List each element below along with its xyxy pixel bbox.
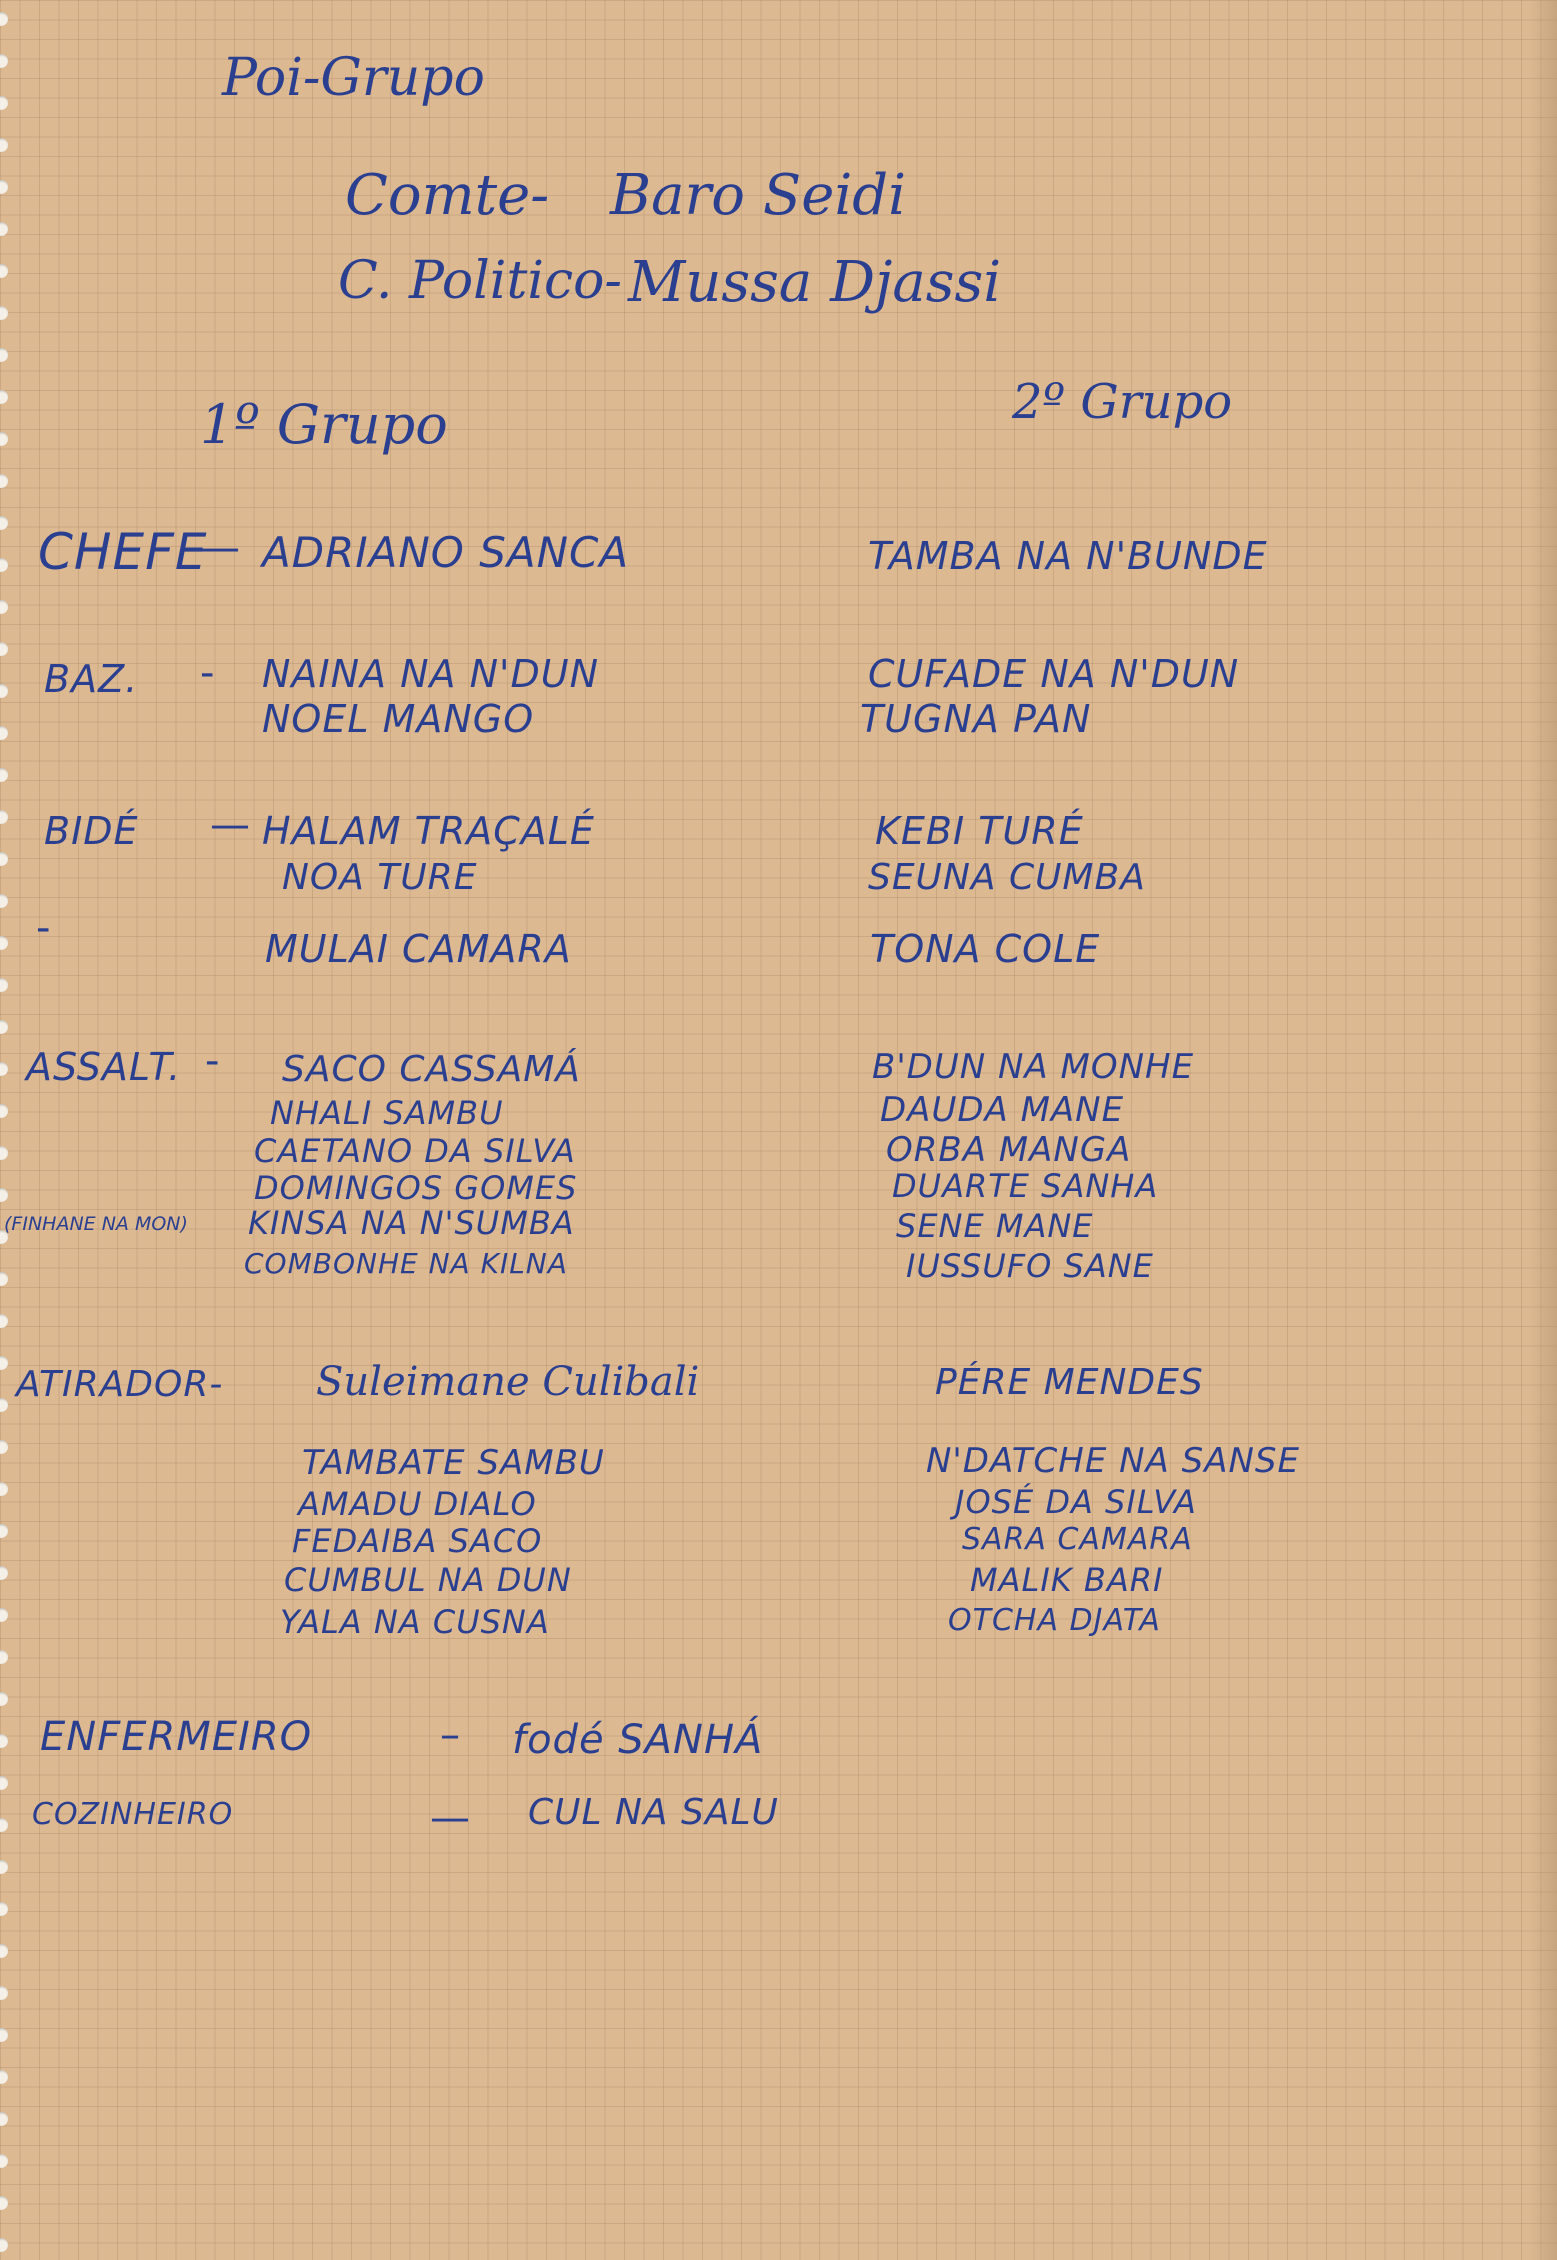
assalt-second-2: DAUDA MANE — [880, 1090, 1125, 1130]
bide-first-2: NOA TURE — [282, 857, 478, 898]
spiral-hole — [0, 1524, 8, 1538]
atirador-second-3: SARA CAMARA — [962, 1522, 1193, 1557]
baz-second-2: TUGNA PAN — [860, 697, 1092, 741]
bide-second-2: SEUNA CUMBA — [868, 857, 1146, 898]
atirador-second-5: OTCHA DJATA — [948, 1603, 1161, 1638]
bide-second-1: KEBI TURÉ — [875, 809, 1084, 853]
political-label: C. Politico- — [338, 251, 622, 311]
spiral-hole — [0, 642, 8, 656]
atirador-label: ATIRADOR- — [16, 1364, 224, 1405]
page-edge — [1529, 0, 1557, 2260]
baz-first-2: NOEL MANGO — [262, 697, 535, 741]
spiral-hole — [0, 978, 8, 992]
spiral-hole — [0, 1062, 8, 1076]
dash: — — [210, 802, 250, 848]
dash: - — [205, 1038, 220, 1084]
spiral-hole — [0, 726, 8, 740]
dash: - — [36, 905, 51, 951]
assalt-second-6: IUSSUFO SANE — [906, 1247, 1154, 1285]
dash: — — [200, 525, 240, 571]
dash: — — [430, 1795, 470, 1841]
spiral-hole — [0, 684, 8, 698]
spiral-hole — [0, 1566, 8, 1580]
spiral-hole — [0, 1860, 8, 1874]
spiral-hole — [0, 516, 8, 530]
spiral-hole — [0, 306, 8, 320]
spiral-hole — [0, 474, 8, 488]
page-title: Poi-Grupo — [222, 48, 485, 108]
commander-name: Baro Seidi — [610, 163, 906, 228]
spiral-hole — [0, 12, 8, 26]
cozinheiro-name: CUL NA SALU — [528, 1792, 779, 1833]
political-name: Mussa Djassi — [628, 250, 1002, 315]
spiral-hole — [0, 1986, 8, 2000]
chefe-label: CHEFE — [38, 523, 208, 581]
assalt-second-5: SENE MANE — [896, 1207, 1094, 1245]
spiral-hole — [0, 1146, 8, 1160]
spiral-hole — [0, 894, 8, 908]
dash: - — [200, 650, 215, 696]
assalt-first-5: KINSA NA N'SUMBA — [248, 1204, 575, 1242]
atirador-first-lead: Suleimane Culibali — [316, 1359, 700, 1405]
spiral-hole — [0, 54, 8, 68]
commander-label: Comte- — [345, 163, 550, 228]
spiral-hole — [0, 1692, 8, 1706]
atirador-second-2: JOSÉ DA SILVA — [955, 1483, 1197, 1521]
spiral-hole — [0, 1398, 8, 1412]
enfermeiro-name: fodé SANHÁ — [512, 1717, 764, 1763]
dash: – — [440, 1712, 460, 1758]
spiral-hole — [0, 138, 8, 152]
spiral-hole — [0, 1902, 8, 1916]
spiral-hole — [0, 2238, 8, 2252]
spiral-hole — [0, 558, 8, 572]
bide-first-1: HALAM TRAÇALÉ — [262, 809, 595, 853]
spiral-hole — [0, 1482, 8, 1496]
group-1-heading: 1º Grupo — [200, 393, 448, 456]
spiral-hole — [0, 1020, 8, 1034]
spiral-hole — [0, 768, 8, 782]
baz-second-1: CUFADE NA N'DUN — [868, 652, 1240, 696]
spiral-hole — [0, 1104, 8, 1118]
spiral-hole — [0, 2028, 8, 2042]
atirador-first-5: YALA NA CUSNA — [280, 1603, 550, 1641]
assalt-second-1: B'DUN NA MONHE — [872, 1047, 1195, 1087]
atirador-first-4: CUMBUL NA DUN — [284, 1561, 572, 1599]
bide-label: BIDÉ — [44, 809, 139, 853]
spiral-hole — [0, 348, 8, 362]
baz-first-1: NAINA NA N'DUN — [262, 652, 599, 696]
spiral-hole — [0, 600, 8, 614]
assalt-first-3: CAETANO DA SILVA — [254, 1132, 576, 1170]
spiral-hole — [0, 432, 8, 446]
spiral-hole — [0, 1188, 8, 1202]
atirador-second-lead: PÉRE MENDES — [935, 1362, 1204, 1403]
spiral-hole — [0, 1272, 8, 1286]
group-2-heading: 2º Grupo — [1012, 374, 1233, 430]
spiral-hole — [0, 936, 8, 950]
atirador-first-2: AMADU DIALO — [298, 1485, 537, 1523]
assalt-first-6: COMBONHE NA KILNA — [244, 1247, 568, 1280]
chefe-first: ADRIANO SANCA — [262, 528, 630, 577]
spiral-hole — [0, 180, 8, 194]
spiral-hole — [0, 1650, 8, 1664]
assalt-second-3: ORBA MANGA — [886, 1130, 1132, 1170]
spiral-holes — [0, 0, 16, 2260]
bide-first-3: MULAI CAMARA — [265, 927, 572, 971]
baz-label: BAZ. — [44, 657, 139, 701]
atirador-second-1: N'DATCHE NA SANSE — [926, 1441, 1300, 1481]
spiral-hole — [0, 2154, 8, 2168]
spiral-hole — [0, 1818, 8, 1832]
enfermeiro-label: ENFERMEIRO — [40, 1714, 313, 1760]
atirador-first-1: TAMBATE SAMBU — [302, 1443, 605, 1483]
spiral-hole — [0, 2196, 8, 2210]
bide-second-3: TONA COLE — [870, 927, 1101, 971]
spiral-hole — [0, 1608, 8, 1622]
assalt-first-4: DOMINGOS GOMES — [254, 1169, 578, 1207]
spiral-hole — [0, 2112, 8, 2126]
spiral-hole — [0, 810, 8, 824]
spiral-hole — [0, 1776, 8, 1790]
spiral-hole — [0, 1356, 8, 1370]
spiral-hole — [0, 1944, 8, 1958]
spiral-hole — [0, 222, 8, 236]
atirador-second-4: MALIK BARI — [970, 1561, 1164, 1599]
spiral-hole — [0, 264, 8, 278]
chefe-second: TAMBA NA N'BUNDE — [868, 534, 1268, 578]
cozinheiro-label: COZINHEIRO — [32, 1797, 234, 1832]
spiral-hole — [0, 390, 8, 404]
spiral-hole — [0, 1440, 8, 1454]
assalt-second-4: DUARTE SANHA — [892, 1167, 1159, 1205]
assalt-label: ASSALT. — [26, 1045, 182, 1089]
spiral-hole — [0, 1734, 8, 1748]
spiral-hole — [0, 2070, 8, 2084]
assalt-first-1: SACO CASSAMÁ — [282, 1049, 581, 1090]
spiral-hole — [0, 96, 8, 110]
assalt-first-2: NHALI SAMBU — [270, 1094, 504, 1132]
assalt-first-note: (FINHANE NA MON) — [4, 1213, 188, 1235]
atirador-first-3: FEDAIBA SACO — [292, 1522, 543, 1560]
spiral-hole — [0, 1314, 8, 1328]
spiral-hole — [0, 852, 8, 866]
